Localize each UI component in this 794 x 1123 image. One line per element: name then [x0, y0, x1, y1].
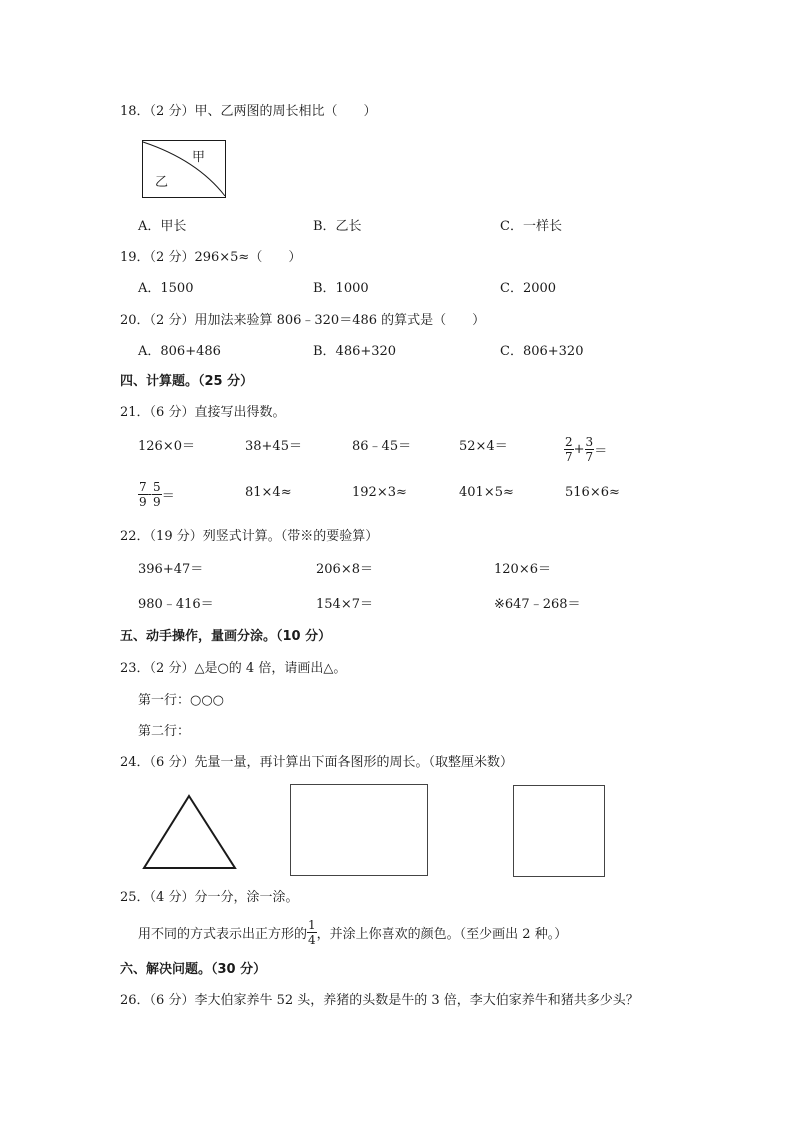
- q21-item-10: 516×6≈: [565, 485, 620, 500]
- q21-item-1: 126×0＝: [138, 439, 195, 454]
- q21-item-8: 192×3≈: [352, 485, 407, 500]
- q22-item-6: ※647﹣268＝: [494, 597, 581, 612]
- section-6-title: 六、解决问题。（30 分）: [120, 962, 267, 977]
- q24-square-figure: [513, 785, 605, 877]
- fraction-denominator: 7: [585, 450, 594, 464]
- q20-option-b[interactable]: B．486+320: [313, 344, 397, 359]
- q21-item-5-fraction-sum: [564, 435, 607, 464]
- q18-label-jia: 甲: [192, 150, 206, 165]
- q24-triangle-figure: [142, 794, 237, 870]
- fraction-numerator: 5: [153, 480, 161, 494]
- q18-option-c[interactable]: C．一样长: [500, 219, 562, 234]
- q21-item-6-fraction-difference: [138, 480, 175, 509]
- q24-triangle: [144, 796, 235, 868]
- q22-item-5: 154×7＝: [316, 597, 373, 612]
- q23-stem: 23．（2 分）△是○的 4 倍，请画出△。: [120, 661, 347, 676]
- fraction-numerator: 1: [308, 918, 316, 932]
- q22-item-3: 120×6＝: [494, 562, 551, 577]
- operator: -: [147, 487, 153, 502]
- q22-item-4: 980﹣416＝: [138, 597, 214, 612]
- q22-stem: 22．（19 分）列竖式计算。（带※的要验算）: [120, 529, 379, 544]
- q21-item-7: 81×4≈: [245, 485, 292, 500]
- section-5-title: 五、动手操作，量画分涂。（10 分）: [120, 629, 332, 644]
- q21-stem: 21．（6 分）直接写出得数。: [120, 405, 286, 420]
- q24-rectangle-figure: [290, 784, 428, 876]
- q19-option-c[interactable]: C．2000: [500, 281, 557, 296]
- q24-stem: 24．（6 分）先量一量，再计算出下面各图形的周长。（取整厘米数）: [120, 755, 513, 770]
- q24-square: [514, 786, 605, 877]
- q22-item-2: 206×8＝: [316, 562, 373, 577]
- q22-item-1: 396+47＝: [138, 562, 204, 577]
- equals-sign: ＝: [594, 444, 608, 459]
- q25-body: [138, 918, 567, 947]
- fraction-numerator: 2: [565, 435, 573, 449]
- q23-line-2[interactable]: 第二行：: [138, 724, 191, 739]
- q21-item-9: 401×5≈: [459, 485, 514, 500]
- fraction: [152, 480, 162, 509]
- q19-option-a[interactable]: A．1500: [138, 281, 194, 296]
- fraction: [138, 480, 148, 509]
- q18-label-yi: 乙: [155, 175, 169, 190]
- fraction: [564, 435, 574, 464]
- q23-line-1: 第一行：○○○: [138, 693, 225, 708]
- q18-option-b[interactable]: B．乙长: [313, 219, 362, 234]
- fraction-numerator: 3: [585, 435, 594, 449]
- q24-rectangle: [291, 785, 428, 876]
- q21-item-4: 52×4＝: [459, 439, 508, 454]
- q18-stem: 18．（2 分）甲、乙两图的周长相比（ ）: [120, 104, 377, 119]
- fraction: [585, 435, 595, 464]
- fraction-numerator: 7: [139, 480, 147, 494]
- q21-item-3: 86﹣45＝: [352, 439, 412, 454]
- q25-stem: 25．（4 分）分一分，涂一涂。: [120, 890, 299, 905]
- q19-option-b[interactable]: B．1000: [313, 281, 369, 296]
- q18-option-a[interactable]: A．甲长: [138, 219, 187, 234]
- section-4-title: 四、计算题。（25 分）: [120, 374, 254, 389]
- fraction-denominator: 4: [308, 933, 316, 947]
- q20-option-c[interactable]: C．806+320: [500, 344, 584, 359]
- fraction: [307, 918, 317, 947]
- equals-sign: ＝: [161, 489, 175, 504]
- q25-body-pre: 用不同的方式表示出正方形的: [138, 927, 308, 942]
- q19-stem: 19．（2 分）296×5≈（ ）: [120, 250, 302, 265]
- fraction-denominator: 9: [153, 495, 161, 509]
- operator: +: [573, 442, 585, 457]
- q25-body-post: ，并涂上你喜欢的颜色。（至少画出 2 种。）: [316, 927, 568, 942]
- fraction-denominator: 7: [565, 450, 573, 464]
- q21-item-2: 38+45＝: [245, 439, 302, 454]
- q20-option-a[interactable]: A．806+486: [138, 344, 221, 359]
- q20-stem: 20．（2 分）用加法来验算 806﹣320＝486 的算式是（ ）: [120, 313, 486, 328]
- q26-stem: 26．（6 分）李大伯家养牛 52 头，养猪的头数是牛的 3 倍，李大伯家养牛和猪共多少头？: [120, 993, 639, 1008]
- fraction-denominator: 9: [139, 495, 147, 509]
